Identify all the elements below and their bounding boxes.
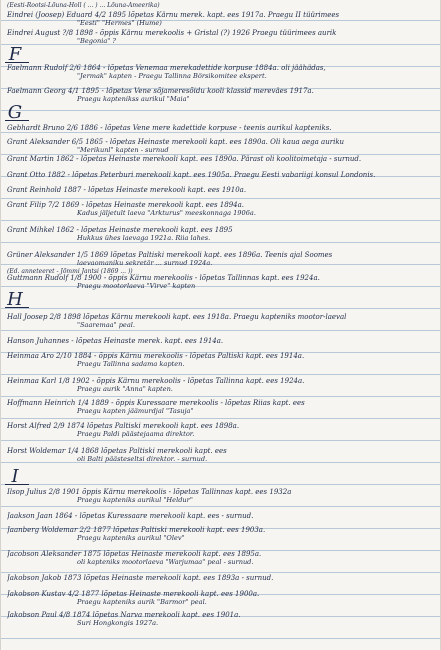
entry-line: Grant Martin 1862 - lõpetas Heinaste merekooli kapt. ees 1890a. Pärast oli koolitoimetaja - surnud. (7, 155, 362, 163)
ruled-line (1, 220, 440, 221)
entry-hanson-juhannes (7, 337, 434, 345)
ruled-line (1, 242, 440, 243)
ruled-line (1, 440, 440, 441)
entry-jakobson-jakob (7, 574, 434, 582)
entry-line: Grant Filip 7/2 1869 - lõpetas Heinaste merekooli kapt. ees 1894a. (7, 201, 244, 209)
entry-subline: "Eesti" "Hermes" (Hume) (77, 19, 162, 27)
entry-horst-woldemar (7, 447, 434, 463)
entry-line: Grüner Aleksander 1/5 1869 lõpetas Paltiski merekooli kapt. ees 1896a. Teenis ajal Soomes (7, 251, 333, 259)
entry-line: Hall Joosep 2/8 1898 lõpetas Kärnu merekooli kapt. ees 1918a. Praegu kapteniks mootor-laeval (7, 313, 347, 321)
entry-line: Jacobson Aleksander 1875 lõpetas Heinaste merekooli kapt. ees 1895a. (7, 550, 262, 558)
entry-line: Jaakson Jaan 1864 - lõpetas Kuressaare merekooli kapt. ees - surnud. (7, 512, 254, 520)
entry-grant-mihkel (7, 226, 434, 242)
entry-line: Horst Woldemar 1/4 1868 lõpetas Paltiski merekooli kapt. ees (7, 447, 227, 455)
entry-gebhardt-bruno (7, 124, 434, 132)
entry-hoffmann-heinrich (7, 399, 434, 415)
entry-grant-reinhold (7, 186, 434, 194)
entry-faelmann-georg (7, 87, 434, 103)
entry-jaanberg-woldemar (7, 526, 434, 542)
ruled-line (1, 396, 440, 397)
entry-line: (Ed. anneteeret - Jõmmi Jantsi (1869 ... )) (7, 268, 133, 275)
section-letter-g: G (7, 102, 23, 123)
entry-eindrei-eduard (7, 11, 434, 27)
ruled-line (1, 638, 440, 639)
section-letter-h: H (7, 289, 23, 310)
entry-subline: "Saaremaa" peal. (77, 321, 135, 329)
entry-subline: Kadus jäljetult laeva "Arkturus" meeskonnaga 1906a. (77, 209, 256, 217)
entry-grant-filip (7, 201, 434, 217)
ruled-line (1, 374, 440, 375)
entry-subline: Praegu Paldi päästejaama direktor. (77, 430, 195, 438)
entry-jakobson-paul (7, 611, 434, 627)
ruled-line (1, 132, 440, 133)
entry-line: Faelmann Rudolf 2/6 1864 - lõpetas Venemaa merekadettide korpuse 1884a. oli jäähädas, (7, 64, 326, 72)
ruled-line (1, 572, 440, 573)
entry-line: Jakobson Kustav 4/2 1877 lõpetas Heinaste merekooli kapt. ees 1900a. (7, 590, 260, 598)
entry-subline: oli kapteniks mootorlaeva "Warjumaa" peal - surnud. (77, 558, 254, 566)
entry-gruner-aleksander (7, 251, 434, 267)
entry-line: Horst Alfred 2/9 1874 lõpetas Paltiski merekooli kapt. ees 1898a. (7, 422, 240, 430)
entry-line: Grant Reinhold 1887 - lõpetas Heinaste merekooli kapt. ees 1910a. (7, 186, 247, 194)
entry-subline: oli Balti päästeseltsi direktor. - surnud. (77, 455, 208, 463)
entry-line: Grant Aleksander 6/5 1865 - lõpetas Heinaste merekooli kapt. ees 1890a. Oli kaua aega auriku (7, 138, 345, 146)
section-letter-i: I (11, 466, 19, 487)
entry-line: Grant Mihkel 1862 - lõpetas Heinaste merekooli kapt. ees 1895 (7, 226, 233, 234)
entry-line: Hoffmann Heinrich 1/4 1889 - õppis Kuressaare merekoolis - lõpetas Riias kapt. ees (7, 399, 305, 407)
entry-line: Hanson Juhannes - lõpetas Heinaste merek. kapt. ees 1914a. (7, 337, 224, 345)
entry-subline: Praegu kapteniks aurikul "Olev" (77, 534, 185, 542)
ruled-line (1, 198, 440, 199)
entry-line: Gebhardt Bruno 2/6 1886 - lõpetas Vene mere kadettide korpuse - teenis aurikul kapteniks. (7, 124, 332, 132)
entry-jaakson-jaan (7, 512, 434, 520)
entry-jacobson-aleksander (7, 550, 434, 566)
entry-subline: "Begonia" ? (77, 37, 116, 45)
ruled-line (1, 110, 440, 111)
entry-line: Heinmaa Karl 1/8 1902 - õppis Kärnu merekoolis - lõpetas Tallinna kapt. ees 1924a. (7, 377, 305, 385)
section-underline (5, 484, 29, 485)
entry-grant-otto (7, 171, 434, 179)
entry-jakobson-kustav (7, 590, 434, 606)
ruled-line (1, 330, 440, 331)
entry-grant-martin (7, 155, 434, 163)
entry-line: Jakobson Jakob 1873 lõpetas Heinaste merekooli kapt. ees 1893a - surnud. (7, 574, 274, 582)
entry-eindrei-august (7, 29, 434, 45)
entry-subline: Praegu kapteniks aurik "Barmor" peal. (77, 598, 207, 606)
entry-heinmaa-aro (7, 352, 434, 368)
entry-subline: Praegu mootorlaeva "Virve" kapten (77, 282, 196, 290)
entry-horst-alfred (7, 422, 434, 438)
entry-subline: Praegu kaptenikss aurikul "Maia" (77, 95, 190, 103)
entry-grant-aleksander (7, 138, 434, 154)
entry-subline: Praegu Tallinna sadama kapten. (77, 360, 185, 368)
entry-faelmann-rudolf (7, 64, 434, 80)
entry-line: Guttmann Rudolf 1/8 1900 - õppis Kärnu merekoolis - lõpetas Tallinnas kapt. ees 1924a. (7, 274, 320, 282)
entry-subline: "Merikunl" kapten - surnud (77, 146, 169, 154)
section-underline (5, 120, 29, 121)
entry-line: Eindrei (Joosep) Eduard 4/2 1895 lõpetas Kärnu merek. kapt. ees 1917a. Praegu II tüürimees (7, 11, 340, 19)
entry-subline: laevaomaniku sekretär ... surnud 1924a. (77, 259, 213, 267)
entry-line: Jakobson Paul 4/8 1874 lõpetas Narva merekooli kapt. ees 1901a. (7, 611, 241, 619)
entry-subline: "Jermak" kapten - Praegu Tallinna Börsikomitee ekspert. (77, 72, 267, 80)
entry-subline: Suri Hongkongis 1927a. (77, 619, 159, 627)
entry-line: Faelmann Georg 4/1 1895 - lõpetas Vene sõjameresõidu kooli klassid mereväes 1917a. (7, 87, 314, 95)
entry-line: Grant Otto 1882 - lõpetas Peterburi merekooli kapt. ees 1905a. Praegu Eesti vabariigi konsul Londonis. (7, 171, 376, 179)
entry-line: Heinmaa Aro 2/10 1884 - õppis Kärnu merekoolis - lõpetas Paltiski kapt. ees 1914a. (7, 352, 305, 360)
entry-subline: Praegu kapten jäämurdjal "Tasuja" (77, 407, 194, 415)
section-letter-f: F (8, 44, 22, 65)
entry-line: Jaanberg Woldemar 2/2 1877 lõpetas Paltiski merekooli kapt. ees 1903a. (7, 526, 266, 534)
entry-subline: Praegu aurik "Anna" kapten. (77, 385, 173, 393)
entry-line: Ilsop Julius 2/8 1901 õppis Kärnu merekoolis - lõpetas Tallinnas kapt. ees 1932a (7, 488, 292, 496)
ruled-line (1, 484, 440, 485)
ruled-line (1, 506, 440, 507)
entry-subline: Praegu kapteniks aurikul "Heldur" (77, 496, 193, 504)
entry-subline: Hukkus ühes laevaga 1921a. Riia lahes. (77, 234, 211, 242)
header-note: (Eesti-Rootsi-Lõuna-Holl ( ... ) ... Lõuna-Ameerika) (7, 2, 160, 9)
entry-ilsop-julius (7, 488, 434, 504)
ruled-line (1, 418, 440, 419)
entry-hall-joosep (7, 313, 434, 329)
section-underline (5, 307, 29, 308)
ruled-line (1, 308, 440, 309)
entry-line: Eindrei August ?/8 1898 - õppis Kärnu merekoolis + Gristal (?) 1926 Praegu tüürimees aurik (7, 29, 337, 37)
entry-heinmaa-karl (7, 377, 434, 393)
section-underline (5, 62, 29, 63)
entry-guttmann-rudolf (7, 274, 434, 290)
